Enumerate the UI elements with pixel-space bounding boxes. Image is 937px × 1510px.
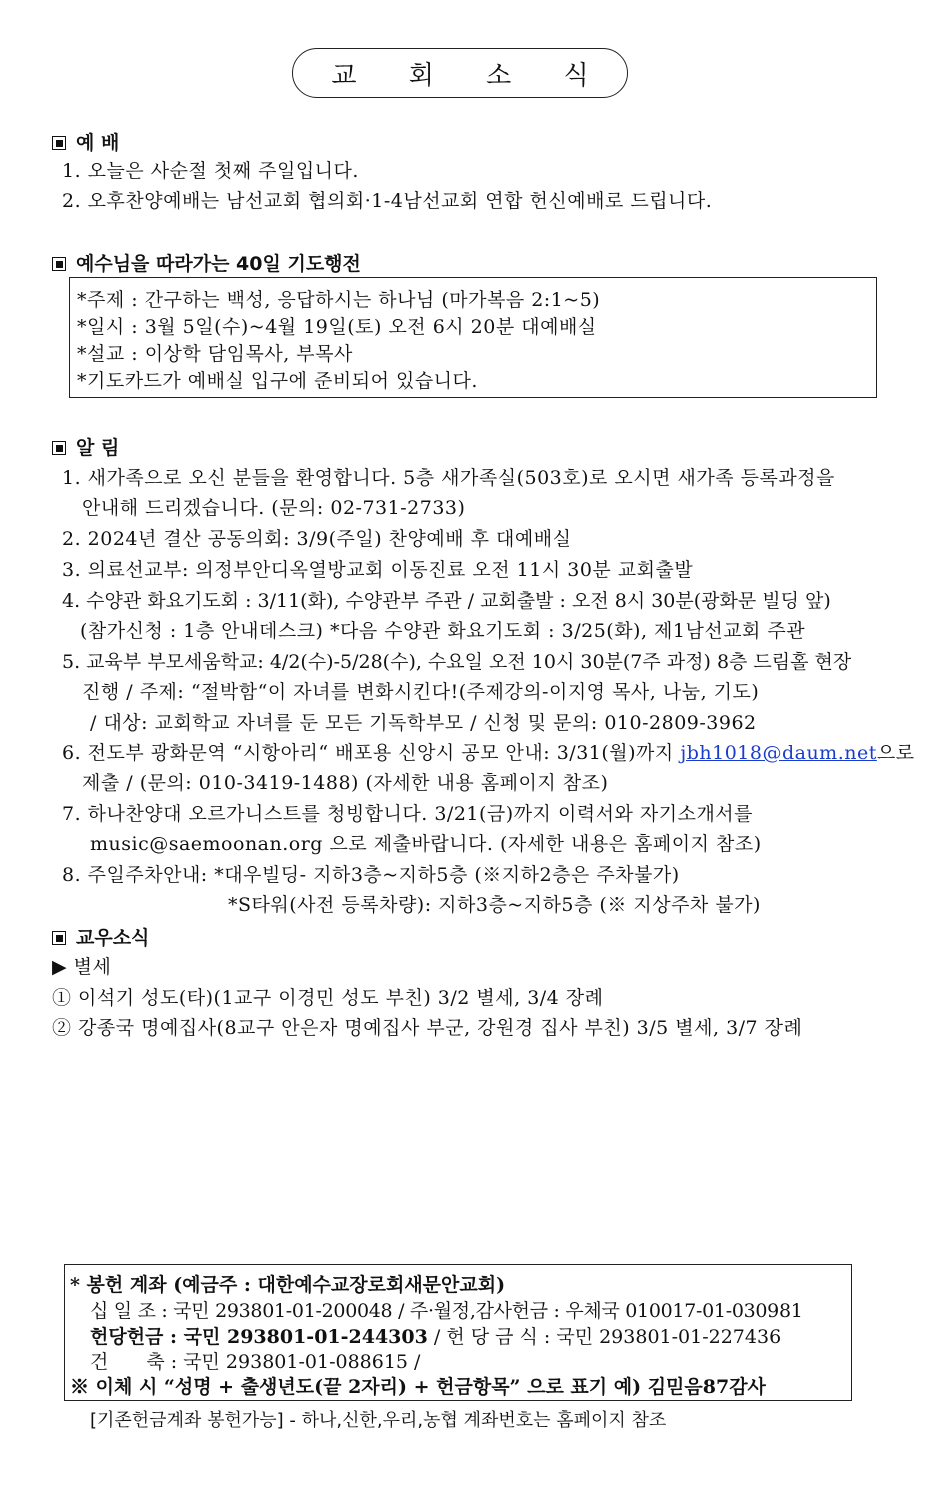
notice-line: (참가신청 : 1층 안내데스크) *다음 수양관 화요기도회 : 3/25(화), 제1남선교회 주관 bbox=[80, 620, 806, 642]
section-heading-text: 예수님을 따라가는 40일 기도행전 bbox=[76, 253, 361, 275]
offering-note: ※ 이체 시 “성명 + 출생년도(끝 2자리) + 헌금항목” 으로 표기 예) 김믿음87감사 bbox=[70, 1376, 766, 1398]
notice-line: music@saemoonan.org 으로 제출바랍니다. (자세한 내용은 홈페이지 참조) bbox=[90, 833, 762, 855]
members-item: ① 이석기 성도(타)(1교구 이경민 성도 부친) 3/2 별세, 3/4 장례 bbox=[52, 987, 604, 1009]
notice-line: 안내해 드리겠습니다. (문의: 02-731-2733) bbox=[82, 497, 466, 519]
notice-line: 제출 / (문의: 010-3419-1488) (자세한 내용 홈페이지 참조) bbox=[82, 772, 609, 794]
notice-line: *S타워(사전 등록차량): 지하3층~지하5층 (※ 지상주차 불가) bbox=[228, 894, 761, 916]
offering-account-bold: 헌당헌금 : 국민 293801-01-244303 bbox=[90, 1326, 428, 1348]
notice-text: 으로 bbox=[876, 742, 915, 764]
email-link[interactable]: jbh1018@daum.net bbox=[680, 742, 877, 764]
prayer-line: *기도카드가 예배실 입구에 준비되어 있습니다. bbox=[77, 370, 478, 392]
prayer-line: *일시 : 3월 5일(수)~4월 19일(토) 오전 6시 20분 대예배실 bbox=[77, 316, 597, 338]
page-title: 교 회 소 식 bbox=[331, 60, 611, 91]
prayer-line: *설교 : 이상학 담임목사, 부목사 bbox=[77, 343, 353, 365]
notice-line: 2. 2024년 결산 공동의회: 3/9(주일) 찬양예배 후 대예배실 bbox=[62, 528, 572, 550]
members-item: ② 강종국 명예집사(8교구 안은자 명예집사 부군, 강원경 집사 부친) 3/5 별세, 3/7 장례 bbox=[52, 1017, 803, 1039]
worship-item: 1. 오늘은 사순절 첫째 주일입니다. bbox=[62, 160, 359, 182]
offering-title: * 봉헌 계좌 (예금주 : 대한예수교장로회새문안교회) bbox=[70, 1274, 506, 1296]
section-notice-heading bbox=[52, 433, 119, 460]
members-subheading: ▶ 별세 bbox=[52, 956, 112, 978]
notice-line: 7. 하나찬양대 오르가니스트를 청빙합니다. 3/21(금)까지 이력서와 자기소개서를 bbox=[62, 803, 754, 825]
offering-account: 건 축 : 국민 293801-01-088615 / bbox=[90, 1351, 421, 1373]
notice-line: 1. 새가족으로 오신 분들을 환영합니다. 5층 새가족실(503호)로 오시면 새가족 등록과정을 bbox=[62, 467, 835, 489]
offering-account bbox=[90, 1322, 781, 1349]
offering-account-text: / 헌 당 금 식 : 국민 293801-01-227436 bbox=[427, 1326, 782, 1348]
notice-text: 6. 전도부 광화문역 “시항아리“ 배포용 신앙시 공모 안내: 3/31(월)까지 bbox=[62, 742, 681, 764]
section-prayer-heading bbox=[52, 249, 361, 276]
notice-line: 8. 주일주차안내: *대우빌딩- 지하3층~지하5층 (※지하2층은 주차불가) bbox=[62, 864, 680, 886]
section-heading-text: 알 림 bbox=[76, 437, 120, 459]
notice-line: / 대상: 교회학교 자녀를 둔 모든 기독학부모 / 신청 및 문의: 010-2809-3962 bbox=[90, 712, 757, 734]
offering-footer: [기존헌금계좌 봉헌가능] - 하나,신한,우리,농협 계좌번호는 홈페이지 참조 bbox=[90, 1410, 667, 1431]
notice-line: 5. 교육부 부모세움학교: 4/2(수)-5/28(수), 수요일 오전 10시 30분(7주 과정) 8층 드림홀 현장 bbox=[62, 651, 852, 673]
section-heading-text: 교우소식 bbox=[76, 927, 150, 949]
square-bullet-icon bbox=[52, 257, 66, 271]
square-bullet-icon bbox=[52, 441, 66, 455]
notice-line: 3. 의료선교부: 의정부안디옥열방교회 이동진료 오전 11시 30분 교회출발 bbox=[62, 559, 694, 581]
prayer-line: *주제 : 간구하는 백성, 응답하시는 하나님 (마가복음 2:1~5) bbox=[77, 289, 601, 311]
notice-line: 4. 수양관 화요기도회 : 3/11(화), 수양관부 주관 / 교회출발 : 오전 8시 30분(광화문 빌딩 앞) bbox=[62, 590, 831, 612]
notice-line bbox=[62, 738, 915, 765]
offering-account: 십 일 조 : 국민 293801-01-200048 / 주·월정,감사헌금 : 우체국 010017-01-030981 bbox=[90, 1300, 803, 1322]
section-members-heading bbox=[52, 923, 149, 950]
page-title-box bbox=[292, 48, 628, 98]
square-bullet-icon bbox=[52, 136, 66, 150]
section-heading-text: 예 배 bbox=[76, 132, 120, 154]
section-worship-heading bbox=[52, 128, 119, 155]
worship-item: 2. 오후찬양예배는 남선교회 협의회·1-4남선교회 연합 헌신예배로 드립니다. bbox=[62, 190, 713, 212]
notice-line: 진행 / 주제: “절박함“이 자녀를 변화시킨다!(주제강의-이지영 목사, 나눔, 기도) bbox=[82, 681, 760, 703]
square-bullet-icon bbox=[52, 931, 66, 945]
